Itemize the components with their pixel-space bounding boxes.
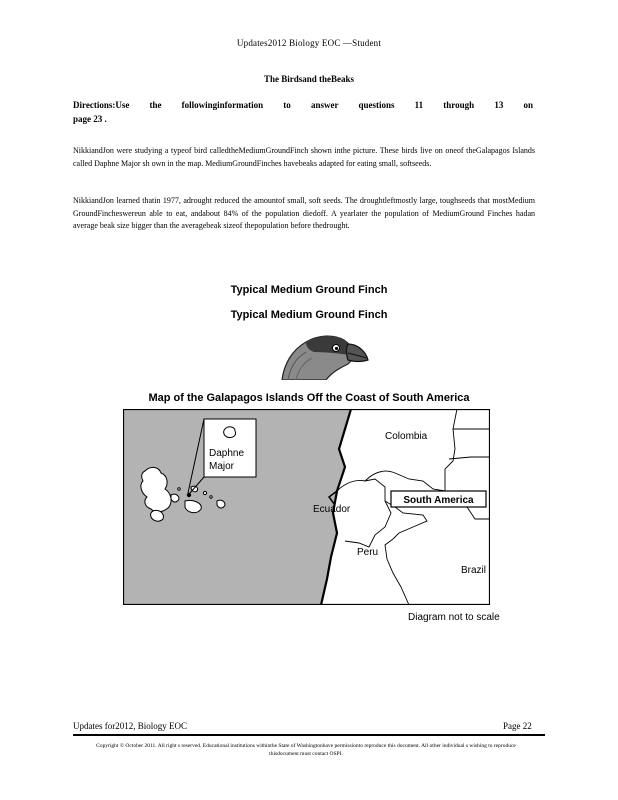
daphne-label-line-1: Daphne [209,448,245,459]
paragraph-drought: NikkiandJon learned thatin 1977, adrought reduced the amountof small, soft seeds. The droughtleftmostly large, toughseeds that mostMedium GroundFincheswereun able to eat, andabout 84% of the population diedoff. A yearlater the population of MediumGround Finches hadan average beak size bigger than the averagebeak sizeof thepopulation before thedrought. [73,196,535,230]
directions-line-1: Directions:Use the followinginformation to answer questions 11 through 13 on [73,100,533,110]
finch-illustration [278,328,370,380]
brazil-label: Brazil [461,565,487,576]
paragraph-intro: NikkiandJon were studying a typeof bird calledtheMediumGroundFinch shown inthe picture. These birds live on oneof theGalapagos Islands called Daphne Major sh own in the map. MediumGroundFinches havebeaks adapted for eating small, softseeds. [73,146,535,168]
scale-note: Diagram not to scale [408,612,500,623]
galapagos-map [123,409,490,605]
footer-left: Updates for2012, Biology EOC [73,721,187,731]
daphne-island-zoom [224,427,236,438]
figure-title: Typical Medium Ground Finch [230,284,388,296]
south-america-label: South America [403,495,474,506]
page-header: Updates2012 Biology EOC —Student [236,38,382,48]
figure-title-repeat: Typical Medium Ground Finch [230,309,388,321]
map-title: Map of the Galapagos Islands Off the Coast of South America [148,392,470,404]
peru-label: Peru [357,547,379,558]
directions-line-2: page 23 . [73,114,107,124]
daphne-label-line-2: Major [209,461,235,472]
colombia-label: Colombia [385,431,428,442]
footer-rule [73,734,545,736]
ecuador-label: Ecuador [313,504,351,515]
copyright-notice: Copyright © October 2011. All right s reserved. Educational institutions withinthe State of Washingtonhave permissionto reproduce this document. All other individual s wishing to reproduce thisdocument must contact OSPI. [96,743,516,757]
page-title: The Birdsand theBeaks [263,74,355,84]
footer-page-number: Page 22 [503,721,532,731]
daphne-island-marker [187,493,191,497]
